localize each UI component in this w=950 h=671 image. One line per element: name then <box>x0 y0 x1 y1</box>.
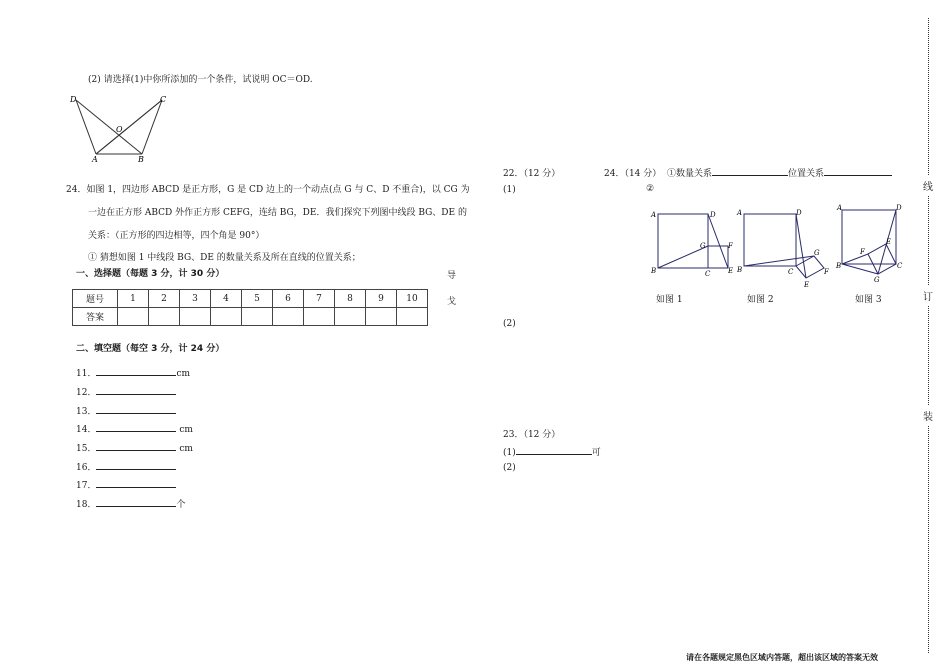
table-num: 6 <box>273 290 304 308</box>
q23-title: 23．（12 分） <box>503 430 561 440</box>
binding-char-zhuang: 装 <box>923 406 933 425</box>
label-D: D <box>70 95 77 104</box>
answer-blank[interactable] <box>96 441 176 451</box>
svg-text:E: E <box>728 267 734 275</box>
q22-part2: (2) <box>503 319 516 329</box>
binding-char-xian: 线 <box>923 176 933 195</box>
table-num: 1 <box>118 290 149 308</box>
q22-title: 22．（12 分） <box>503 169 561 179</box>
svg-text:E: E <box>804 281 810 288</box>
answer-cell[interactable] <box>366 308 397 326</box>
q24-line2: 一边在正方形 ABCD 外作正方形 CEFG，连结 BG，DE．我们探究下列图中线段 BG、DE 的 <box>88 208 467 218</box>
answer-blank[interactable] <box>824 166 892 176</box>
answer-blank[interactable] <box>96 366 176 376</box>
answer-cell[interactable] <box>304 308 335 326</box>
blank-12: 12． <box>76 385 176 398</box>
q24-part2-mark: ② <box>646 184 655 194</box>
binding-char-ding: 订 <box>923 286 933 305</box>
svg-text:C: C <box>705 270 711 278</box>
label-C: C <box>160 95 167 104</box>
answer-blank[interactable] <box>96 385 176 395</box>
q24-line4: ① 猜想如图 1 中线段 BG、DE 的数量关系及所在直线的位置关系； <box>88 253 361 263</box>
table-num: 3 <box>180 290 211 308</box>
svg-text:C: C <box>788 268 794 276</box>
blank-17: 17． <box>76 478 176 491</box>
svg-text:G: G <box>700 242 706 250</box>
answer-cell[interactable] <box>211 308 242 326</box>
svg-text:D: D <box>710 211 716 219</box>
q24-line3: 关系：（正方形的四边相等，四个角是 90°） <box>88 231 265 241</box>
table-num: 2 <box>149 290 180 308</box>
footer-note: 请在各题规定黑色区域内答题，超出该区域的答案无效 <box>686 653 878 662</box>
q23-part2-text: (2) 请选择(1)中你所添加的一个条件，试说明 OC＝OD. <box>88 75 313 85</box>
margin-char-2: 戈 <box>447 297 457 307</box>
svg-text:F: F <box>728 242 733 250</box>
svg-text:A: A <box>651 211 657 219</box>
svg-text:B: B <box>737 266 743 274</box>
svg-text:C: C <box>897 262 903 270</box>
small-geometry-figure <box>66 92 176 164</box>
q24-line1: 24．如图 1，四边形 ABCD 是正方形，G 是 CD 边上的一个动点(点 G 与 C、D 不重合)，以 CG 为 <box>66 185 470 195</box>
table-header-label: 题号 <box>73 290 118 308</box>
blank-11: 11． cm <box>76 366 190 379</box>
table-num: 9 <box>366 290 397 308</box>
svg-text:B: B <box>651 267 657 275</box>
answer-table <box>72 289 428 326</box>
svg-text:G: G <box>814 249 820 257</box>
q22-part1: (1) <box>503 185 516 195</box>
svg-text:E: E <box>886 238 892 246</box>
table-num: 8 <box>335 290 366 308</box>
binding-dotted-line <box>928 18 929 653</box>
svg-text:D: D <box>796 209 802 217</box>
blank-15: 15． cm <box>76 441 193 454</box>
answer-cell[interactable] <box>242 308 273 326</box>
svg-text:G: G <box>874 276 880 282</box>
section-choice-title: 一、选择题（每题 3 分，计 30 分） <box>76 269 225 279</box>
answer-blank[interactable] <box>96 478 176 488</box>
answer-cell[interactable] <box>335 308 366 326</box>
figure-3 <box>834 202 906 282</box>
margin-char-1: 导 <box>447 271 457 281</box>
answer-cell[interactable] <box>149 308 180 326</box>
table-answer-label: 答案 <box>73 308 118 326</box>
answer-cell[interactable] <box>273 308 304 326</box>
figure-2 <box>736 206 834 288</box>
blank-14: 14． cm <box>76 422 193 435</box>
svg-text:B: B <box>836 262 842 270</box>
svg-text:A: A <box>837 204 843 212</box>
q24-answer-line: 24．（14 分） ①数量关系 位置关系 <box>604 166 892 179</box>
answer-blank[interactable] <box>96 422 176 432</box>
table-row-header <box>73 290 428 308</box>
svg-text:F: F <box>860 248 865 256</box>
answer-blank[interactable] <box>96 497 176 507</box>
section-fill-title: 二、填空题（每空 3 分，计 24 分） <box>76 344 225 354</box>
blank-18: 18． 个 <box>76 497 185 510</box>
blank-13: 13． <box>76 404 176 417</box>
figure-2-caption: 如图 2 <box>747 295 774 305</box>
svg-text:F: F <box>824 268 829 276</box>
label-O: O <box>116 125 123 134</box>
answer-cell[interactable] <box>118 308 149 326</box>
table-num: 4 <box>211 290 242 308</box>
answer-blank[interactable] <box>96 460 176 470</box>
blank-16: 16． <box>76 460 176 473</box>
table-num: 10 <box>397 290 428 308</box>
answer-blank[interactable] <box>96 404 176 414</box>
figure-3-caption: 如图 3 <box>855 295 882 305</box>
figure-1-caption: 如图 1 <box>656 295 683 305</box>
svg-text:D: D <box>896 204 902 212</box>
q23-part1: (1) 可 <box>503 445 601 458</box>
q23-part2: (2) <box>503 463 516 473</box>
table-num: 7 <box>304 290 335 308</box>
answer-cell[interactable] <box>397 308 428 326</box>
figure-1 <box>650 206 742 278</box>
svg-text:A: A <box>737 209 743 217</box>
table-num: 5 <box>242 290 273 308</box>
answer-blank[interactable] <box>712 166 788 176</box>
answer-cell[interactable] <box>180 308 211 326</box>
label-A: A <box>92 155 98 164</box>
table-row-answers <box>73 308 428 326</box>
answer-blank[interactable] <box>516 445 592 455</box>
label-B: B <box>138 155 144 164</box>
